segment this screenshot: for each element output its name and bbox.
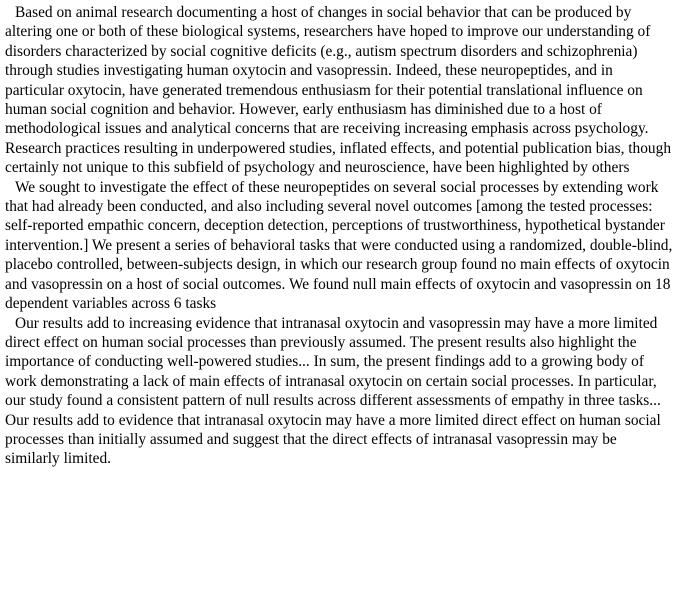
paragraph-background: Based on animal research documenting a host of changes in social behavior that can be produced by altering one or both of these biological systems, researchers have hoped to improve our understanding of disorders characterized by social cognitive deficits (e.g., autism spectrum disorders and schizophrenia) through studies investigating human oxytocin and vasopressin. Indeed, these neuropeptides, and in particular oxytocin, have generated tremendous enthusiasm for their potential translational influence on human social cognition and behavior. However, early enthusiasm has diminished due to a host of methodological issues and analytical concerns that are receiving increasing emphasis across psychology. Research practices resulting in underpowered studies, inflated effects, and potential publication bias, though certainly not unique to this subfield of psychology and neuroscience, have been highlighted by others xyxy=(5,4,672,177)
paragraph-methods: We sought to investigate the effect of these neuropeptides on several social processes by extending work that had already been conducted, and also including several novel outcomes [among the tested processes: self-reported empathic concern, deception detection, perceptions of trustworthiness, hypothetical bystander intervention.] We present a series of behavioral tasks that were conducted using a randomized, double-blind, placebo controlled, between-subjects design, in which our research group found no main effects of oxytocin and vasopressin on a host of social outcomes. We found null main effects of oxytocin and vasopressin on 18 dependent variables across 6 tasks xyxy=(5,178,673,313)
paragraph-conclusions: Our results add to increasing evidence that intranasal oxytocin and vasopressin may have a more limited direct effect on human social processes than previously assumed. The present results also highlight the importance of conducting well-powered studies... In sum, the present findings add to a growing body of work demonstrating a lack of main effects of intranasal oxytocin on certain social processes. In particular, our study found a consistent pattern of null results across different assessments of empathy in three tasks... Our results add to evidence that intranasal oxytocin may have a more limited direct effect on human social processes than initially assumed and suggest that the direct effects of intranasal vasopressin may be similarly limited. xyxy=(5,314,661,468)
